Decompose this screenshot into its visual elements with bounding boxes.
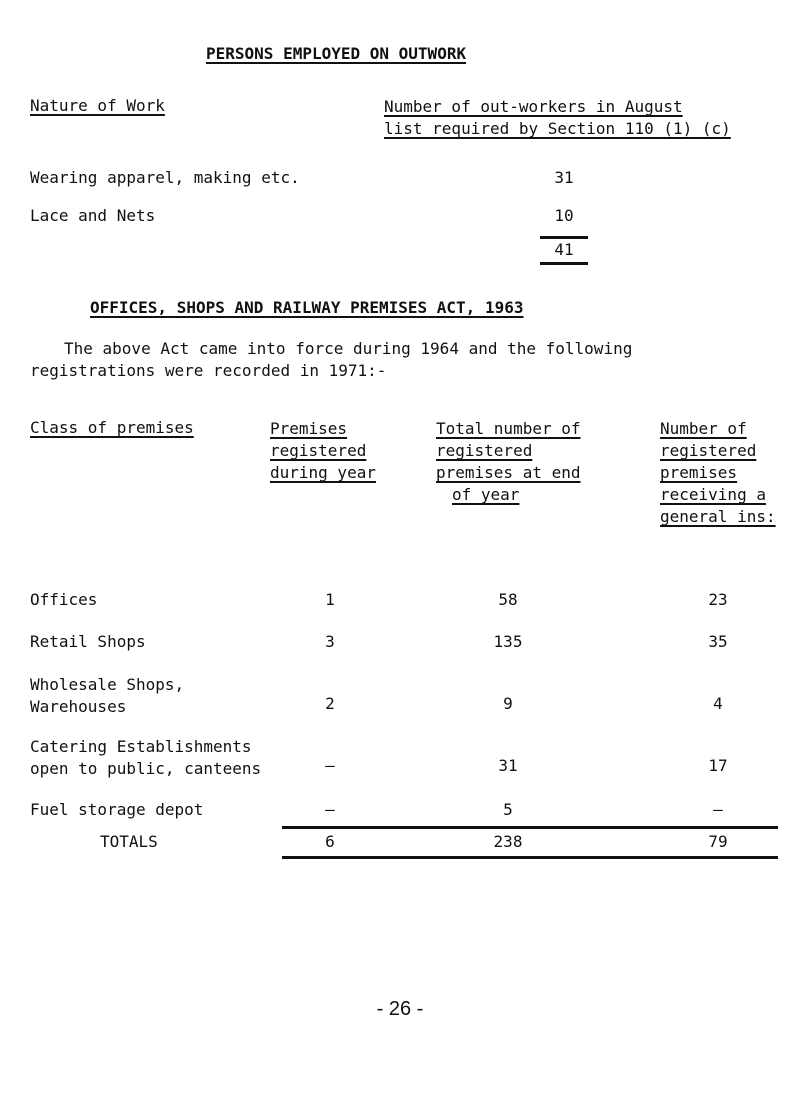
registered-cell: 3 — [325, 632, 335, 651]
row-label-line: Catering Establishments — [30, 737, 252, 756]
header-line: registered — [270, 441, 367, 460]
totals-rule-top — [282, 826, 778, 829]
offices-act-title: OFFICES, SHOPS AND RAILWAY PREMISES ACT, 1963 — [90, 298, 524, 317]
header-line: premises — [660, 463, 738, 482]
table-row-label — [30, 674, 184, 718]
header-line: Total number of — [436, 419, 581, 438]
outwork-row-label: Wearing apparel, making etc. — [30, 168, 300, 187]
header-line: registered — [436, 441, 533, 460]
total-cell: 135 — [493, 632, 523, 651]
class-of-premises-header: Class of premises — [30, 418, 194, 437]
receiving-cell: 17 — [708, 756, 728, 775]
header-line: Premises — [270, 419, 348, 438]
receiving-cell: 35 — [708, 632, 728, 651]
offices-intro — [30, 338, 632, 382]
intro-line: registrations were recorded in 1971:- — [30, 361, 387, 380]
table-row-label: Retail Shops — [30, 632, 146, 651]
header-line: during year — [270, 463, 376, 482]
totals-receiving: 79 — [708, 832, 728, 851]
totals-rule-bottom — [282, 856, 778, 859]
total-cell: 31 — [498, 756, 518, 775]
intro-line: The above Act came into force during 1964 and the following — [64, 339, 633, 358]
row-label-line: Warehouses — [30, 697, 127, 716]
receiving-cell: – — [713, 800, 723, 819]
header-line: receiving a — [660, 485, 766, 504]
total-cell: 9 — [503, 694, 513, 713]
total-rule-bottom — [540, 262, 588, 265]
registered-cell: 1 — [325, 590, 335, 609]
totals-registered: 6 — [325, 832, 335, 851]
page-number: - 26 - — [376, 998, 424, 1020]
receiving-inspection-header — [660, 418, 776, 528]
outwork-title: PERSONS EMPLOYED ON OUTWORK — [206, 44, 467, 63]
outwork-row-value: 10 — [554, 206, 574, 225]
receiving-cell: 23 — [708, 590, 728, 609]
outwork-total: 41 — [554, 240, 574, 259]
nature-of-work-header: Nature of Work — [30, 96, 165, 115]
registered-cell: 2 — [325, 694, 335, 713]
registered-cell: – — [325, 756, 335, 775]
header-line: premises at end — [436, 463, 581, 482]
table-row-label: Offices — [30, 590, 98, 609]
totals-total: 238 — [493, 832, 523, 851]
total-cell: 5 — [503, 800, 513, 819]
receiving-cell: 4 — [713, 694, 723, 713]
outwork-row-value: 31 — [554, 168, 574, 187]
outworkers-header-line: Number of out-workers in August — [384, 97, 683, 116]
table-row-label: Fuel storage depot — [30, 800, 204, 819]
registered-during-year-header — [270, 418, 376, 484]
header-line: general ins: — [660, 507, 776, 526]
header-line: registered — [660, 441, 757, 460]
registered-cell: – — [325, 800, 335, 819]
header-line: of year — [452, 485, 520, 504]
table-row-label — [30, 736, 261, 780]
total-cell: 58 — [498, 590, 518, 609]
row-label-line: open to public, canteens — [30, 759, 262, 778]
outworkers-header-line: list required by Section 110 (1) (c) — [384, 119, 731, 138]
header-line: Number of — [660, 419, 747, 438]
total-rule-top — [540, 236, 588, 239]
outworkers-header — [384, 96, 731, 140]
row-label-line: Wholesale Shops, — [30, 675, 185, 694]
totals-label: TOTALS — [100, 832, 158, 851]
total-registered-header — [436, 418, 581, 506]
outwork-row-label: Lace and Nets — [30, 206, 156, 225]
